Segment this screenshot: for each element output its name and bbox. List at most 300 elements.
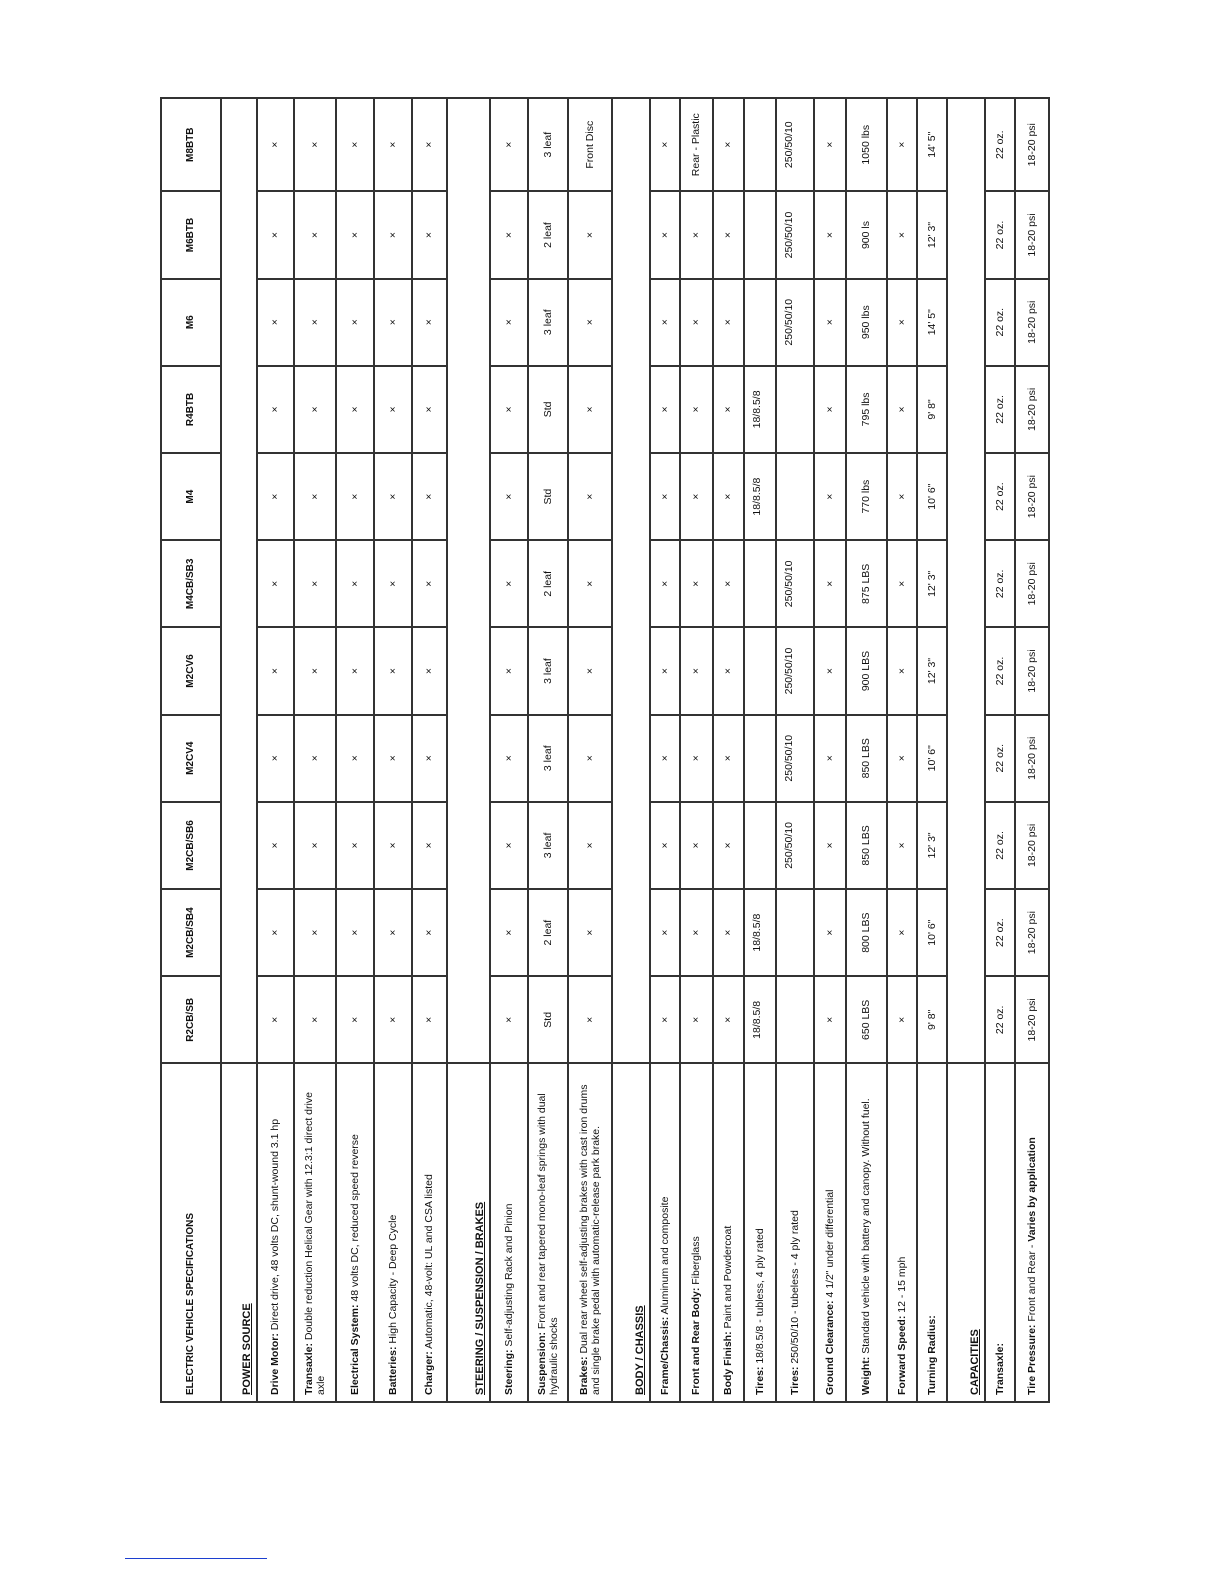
spec-value: × <box>680 889 713 976</box>
spec-value: × <box>650 540 680 627</box>
spec-label-cell <box>744 1063 776 1402</box>
spec-label-cell <box>412 1063 447 1402</box>
spec-name: Forward Speed: <box>895 1315 908 1395</box>
spec-description: Self-adjusting Rack and Pinion <box>502 1203 515 1350</box>
spec-value: × <box>412 540 447 627</box>
spec-value: × <box>568 889 612 976</box>
spec-value: × <box>713 976 744 1063</box>
spec-value: 22 oz. <box>985 98 1015 191</box>
spec-value: × <box>294 279 336 366</box>
spec-row-forward_speed <box>887 98 917 1402</box>
spec-value: × <box>374 715 412 802</box>
spec-value: × <box>650 976 680 1063</box>
spec-value: × <box>490 453 528 540</box>
spec-value: × <box>257 715 294 802</box>
spec-value: × <box>374 976 412 1063</box>
spec-value: × <box>887 366 917 453</box>
spec-value: Std <box>528 976 568 1063</box>
spec-value: × <box>490 976 528 1063</box>
spec-row-tires1 <box>744 98 776 1402</box>
spec-value: × <box>887 191 917 278</box>
spec-label-cell <box>846 1063 887 1402</box>
spec-name: Transaxle: <box>993 1343 1006 1395</box>
spec-row-transaxle <box>294 98 336 1402</box>
spec-description: 4 1/2" under differential <box>823 1189 836 1301</box>
spec-value: × <box>713 98 744 191</box>
spec-value: × <box>294 889 336 976</box>
spec-value: × <box>568 976 612 1063</box>
spec-value: × <box>336 98 374 191</box>
spec-value: × <box>490 540 528 627</box>
spec-value: 250/50/10 <box>776 98 814 191</box>
spec-value <box>744 191 776 278</box>
spec-label-cell <box>528 1063 568 1402</box>
spec-description: Front and Rear - <box>1025 1241 1038 1325</box>
spec-value <box>776 889 814 976</box>
spec-value: 250/50/10 <box>776 715 814 802</box>
spec-description: High Capacity - Deep Cycle <box>386 1214 399 1347</box>
spec-value: 12' 3" <box>917 191 947 278</box>
spec-value: 12' 3" <box>917 802 947 889</box>
table-title: ELECTRIC VEHICLE SPECIFICATIONS <box>161 1063 221 1402</box>
spec-description: Front and rear tapered mono-leaf springs with dual hydraulic shocks <box>535 1093 560 1395</box>
spec-row-turning <box>917 98 947 1402</box>
spec-value: × <box>713 802 744 889</box>
spec-value: 18/8.5/8 <box>744 889 776 976</box>
spec-value: 22 oz. <box>985 191 1015 278</box>
spec-value: 18/8.5/8 <box>744 366 776 453</box>
spec-value <box>776 453 814 540</box>
spec-value: × <box>814 98 846 191</box>
spec-value: 3 leaf <box>528 715 568 802</box>
spec-description: Direct drive, 48 volts DC, shunt-wound 3.1 hp <box>269 1118 282 1334</box>
spec-value: 18-20 psi <box>1015 191 1049 278</box>
spec-value: × <box>490 191 528 278</box>
section-filler <box>221 98 257 1063</box>
spec-value: × <box>887 279 917 366</box>
section-row-capacities <box>947 98 985 1402</box>
spec-row-tires2 <box>776 98 814 1402</box>
spec-value: 22 oz. <box>985 279 1015 366</box>
spec-value: Std <box>528 453 568 540</box>
spec-value: 2 leaf <box>528 191 568 278</box>
spec-value: × <box>650 715 680 802</box>
spec-value: × <box>713 453 744 540</box>
spec-description: Standard vehicle with battery and canopy. Without fuel. <box>860 1098 873 1357</box>
spec-value: × <box>680 715 713 802</box>
spec-description-emphasis: Varies by application <box>1025 1137 1038 1242</box>
footnote-rule <box>125 1558 267 1559</box>
spec-value: × <box>650 279 680 366</box>
spec-value: × <box>814 191 846 278</box>
spec-value: × <box>294 453 336 540</box>
spec-value: × <box>680 802 713 889</box>
spec-value: × <box>336 976 374 1063</box>
spec-value <box>744 279 776 366</box>
spec-value: × <box>814 627 846 714</box>
section-heading: CAPACITIES <box>947 1063 985 1402</box>
spec-row-body_finish <box>713 98 744 1402</box>
model-header: R2CB/SB <box>161 976 221 1063</box>
spec-label-cell <box>1015 1063 1049 1402</box>
spec-description: Automatic, 48-volt: UL and CSA listed <box>423 1174 436 1352</box>
rotated-spec-sheet <box>160 97 1038 1403</box>
spec-value: 3 leaf <box>528 627 568 714</box>
spec-value: × <box>568 279 612 366</box>
spec-name: Drive Motor: <box>269 1333 282 1395</box>
spec-value: × <box>412 627 447 714</box>
spec-value: 10' 6" <box>917 453 947 540</box>
spec-value: × <box>814 889 846 976</box>
spec-value: × <box>412 191 447 278</box>
spec-value: × <box>374 453 412 540</box>
spec-value: × <box>336 889 374 976</box>
model-header: M2CB/SB4 <box>161 889 221 976</box>
model-header: M6 <box>161 279 221 366</box>
model-header: M8BTB <box>161 98 221 191</box>
spec-label-cell <box>776 1063 814 1402</box>
spec-name: Batteries: <box>386 1346 399 1395</box>
spec-value: 250/50/10 <box>776 627 814 714</box>
spec-value: × <box>336 191 374 278</box>
spec-label-cell <box>568 1063 612 1402</box>
spec-value: × <box>294 191 336 278</box>
spec-label-cell <box>650 1063 680 1402</box>
spec-value: 22 oz. <box>985 453 1015 540</box>
spec-value: × <box>887 540 917 627</box>
spec-value: 18/8.5/8 <box>744 976 776 1063</box>
model-header: M2CV4 <box>161 715 221 802</box>
spec-value: 250/50/10 <box>776 191 814 278</box>
spec-value: × <box>713 191 744 278</box>
spec-value: 875 LBS <box>846 540 887 627</box>
spec-value: × <box>887 453 917 540</box>
spec-value: × <box>374 191 412 278</box>
spec-value: × <box>713 627 744 714</box>
spec-name: Front and Rear Body: <box>690 1287 703 1395</box>
spec-value: × <box>713 889 744 976</box>
spec-value: × <box>336 453 374 540</box>
spec-value: × <box>887 889 917 976</box>
spec-value: 22 oz. <box>985 540 1015 627</box>
model-header: M4CB/SB3 <box>161 540 221 627</box>
spec-row-suspension <box>528 98 568 1402</box>
spec-value: 18-20 psi <box>1015 366 1049 453</box>
spec-description: Dual rear wheel self-adjusting brakes with cast iron drums and single brake pedal with automatic-release park brake. <box>577 1084 602 1395</box>
spec-label-cell <box>713 1063 744 1402</box>
spec-label-cell <box>294 1063 336 1402</box>
spec-value: × <box>490 715 528 802</box>
spec-value: × <box>336 802 374 889</box>
spec-row-front_rear_body <box>680 98 713 1402</box>
spec-value: × <box>680 627 713 714</box>
spec-value: 250/50/10 <box>776 540 814 627</box>
spec-value: 18-20 psi <box>1015 889 1049 976</box>
spec-value: × <box>490 802 528 889</box>
spec-value: × <box>412 453 447 540</box>
spec-description: Double reduction Helical Gear with 12.3:1 direct drive axle <box>302 1092 327 1395</box>
spec-name: Tires: <box>753 1366 766 1395</box>
spec-value: × <box>814 976 846 1063</box>
spec-value: 3 leaf <box>528 98 568 191</box>
spec-label-cell <box>374 1063 412 1402</box>
spec-label-cell <box>257 1063 294 1402</box>
spec-value: 18-20 psi <box>1015 802 1049 889</box>
spec-value: 900 LBS <box>846 627 887 714</box>
spec-value: 18/8.5/8 <box>744 453 776 540</box>
spec-row-electrical <box>336 98 374 1402</box>
spec-label-cell <box>887 1063 917 1402</box>
spec-name: Brakes: <box>577 1356 590 1395</box>
spec-value: × <box>412 366 447 453</box>
spec-description: Fiberglass <box>690 1236 703 1288</box>
spec-label-cell <box>814 1063 846 1402</box>
spec-value: 800 LBS <box>846 889 887 976</box>
spec-value: × <box>680 453 713 540</box>
header-row <box>161 98 221 1402</box>
spec-description: 250/50/10 - tubeless - 4 ply rated <box>788 1210 801 1367</box>
spec-value: × <box>490 627 528 714</box>
spec-row-steering <box>490 98 528 1402</box>
spec-value: × <box>374 889 412 976</box>
spec-row-ground <box>814 98 846 1402</box>
spec-value: × <box>374 540 412 627</box>
spec-value: × <box>814 453 846 540</box>
spec-label-cell <box>985 1063 1015 1402</box>
spec-value: × <box>887 715 917 802</box>
spec-value <box>744 802 776 889</box>
spec-name: Charger: <box>423 1351 436 1395</box>
spec-value: × <box>680 540 713 627</box>
model-header: M2CB/SB6 <box>161 802 221 889</box>
spec-value: × <box>257 98 294 191</box>
spec-value: × <box>568 453 612 540</box>
spec-value: × <box>814 540 846 627</box>
spec-row-brakes <box>568 98 612 1402</box>
section-row-power <box>221 98 257 1402</box>
spec-row-transaxle_cap <box>985 98 1015 1402</box>
spec-value: × <box>294 98 336 191</box>
spec-value: 3 leaf <box>528 279 568 366</box>
spec-value: × <box>374 366 412 453</box>
spec-value: × <box>374 98 412 191</box>
spec-value: × <box>294 802 336 889</box>
spec-value: 18-20 psi <box>1015 453 1049 540</box>
spec-row-weight <box>846 98 887 1402</box>
spec-value: × <box>336 540 374 627</box>
spec-value: × <box>568 366 612 453</box>
spec-value: × <box>713 715 744 802</box>
spec-value: × <box>257 976 294 1063</box>
spec-value: × <box>257 279 294 366</box>
spec-value: 22 oz. <box>985 366 1015 453</box>
section-filler <box>447 98 490 1063</box>
spec-value: × <box>713 366 744 453</box>
section-row-body <box>612 98 650 1402</box>
spec-value: × <box>680 279 713 366</box>
spec-label-cell <box>680 1063 713 1402</box>
spec-value: × <box>257 802 294 889</box>
spec-name: Turning Radius: <box>925 1315 938 1395</box>
spec-value: 22 oz. <box>985 802 1015 889</box>
spec-value: × <box>887 98 917 191</box>
spec-value: × <box>680 191 713 278</box>
spec-value: 770 lbs <box>846 453 887 540</box>
spec-value: 22 oz. <box>985 889 1015 976</box>
spec-value: × <box>412 976 447 1063</box>
spec-value: 850 LBS <box>846 802 887 889</box>
spec-value: × <box>650 366 680 453</box>
spec-value: × <box>257 366 294 453</box>
spec-value: × <box>336 715 374 802</box>
spec-value: 22 oz. <box>985 715 1015 802</box>
spec-description: 48 volts DC, reduced speed reverse <box>348 1134 361 1305</box>
spec-value: × <box>257 191 294 278</box>
spec-value: 900 ls <box>846 191 887 278</box>
spec-value: × <box>294 540 336 627</box>
spec-value: × <box>294 976 336 1063</box>
spec-value: 18-20 psi <box>1015 976 1049 1063</box>
spec-value: × <box>490 366 528 453</box>
spec-value: × <box>257 453 294 540</box>
spec-value: Std <box>528 366 568 453</box>
spec-value: × <box>713 540 744 627</box>
spec-value: 9' 8" <box>917 976 947 1063</box>
spec-value: 3 leaf <box>528 802 568 889</box>
spec-value: × <box>650 802 680 889</box>
spec-label-cell <box>917 1063 947 1402</box>
spec-value: × <box>294 627 336 714</box>
spec-name: Suspension: <box>535 1331 548 1395</box>
spec-value: 22 oz. <box>985 976 1015 1063</box>
spec-value: 9' 8" <box>917 366 947 453</box>
spec-value: × <box>257 540 294 627</box>
spec-value: 10' 6" <box>917 889 947 976</box>
spec-value: 2 leaf <box>528 540 568 627</box>
spec-value: × <box>680 366 713 453</box>
spec-name: Tire Pressure: <box>1025 1324 1038 1395</box>
spec-value: 850 LBS <box>846 715 887 802</box>
spec-row-tire_pressure <box>1015 98 1049 1402</box>
spec-value: 18-20 psi <box>1015 715 1049 802</box>
spec-value: × <box>412 98 447 191</box>
spec-name: Body Finish: <box>722 1331 735 1395</box>
model-header: M6BTB <box>161 191 221 278</box>
spec-value: 10' 6" <box>917 715 947 802</box>
spec-value: 14' 5" <box>917 279 947 366</box>
spec-value: × <box>568 802 612 889</box>
spec-value: × <box>568 715 612 802</box>
spec-name: Weight: <box>860 1356 873 1395</box>
spec-value: × <box>713 279 744 366</box>
spec-value: × <box>412 889 447 976</box>
spec-row-drive_motor <box>257 98 294 1402</box>
spec-value: 250/50/10 <box>776 279 814 366</box>
spec-label-cell <box>490 1063 528 1402</box>
spec-value <box>744 540 776 627</box>
spec-description: Aluminum and composite <box>658 1196 671 1317</box>
spec-row-batteries <box>374 98 412 1402</box>
spec-value: × <box>650 627 680 714</box>
spec-description: 12 - 15 mph <box>895 1256 908 1316</box>
spec-value: × <box>336 279 374 366</box>
spec-value: × <box>294 715 336 802</box>
spec-row-charger <box>412 98 447 1402</box>
spec-label-cell <box>336 1063 374 1402</box>
spec-name: Electrical System: <box>348 1304 361 1395</box>
spec-value <box>776 976 814 1063</box>
spec-value: × <box>814 802 846 889</box>
spec-value <box>744 627 776 714</box>
spec-value: 795 lbs <box>846 366 887 453</box>
spec-value: × <box>814 715 846 802</box>
section-filler <box>612 98 650 1063</box>
spec-value: × <box>374 627 412 714</box>
spec-value: 650 LBS <box>846 976 887 1063</box>
spec-value: 18-20 psi <box>1015 98 1049 191</box>
spec-value: × <box>887 976 917 1063</box>
spec-value: × <box>336 627 374 714</box>
spec-table-body <box>161 98 1049 1402</box>
spec-value: 2 leaf <box>528 889 568 976</box>
spec-value: × <box>568 191 612 278</box>
spec-value: × <box>412 802 447 889</box>
spec-name: Frame/Chassis: <box>658 1316 671 1395</box>
spec-row-frame <box>650 98 680 1402</box>
spec-value: × <box>374 802 412 889</box>
spec-value: 14' 5" <box>917 98 947 191</box>
spec-value: 12' 3" <box>917 540 947 627</box>
spec-value: 18-20 psi <box>1015 540 1049 627</box>
spec-value: 18-20 psi <box>1015 627 1049 714</box>
spec-value: × <box>814 279 846 366</box>
spec-description: 18/8.5/8 - tubless, 4 ply rated <box>753 1228 766 1367</box>
spec-name: Steering: <box>502 1349 515 1395</box>
spec-value: 22 oz. <box>985 627 1015 714</box>
spec-value <box>744 98 776 191</box>
spec-name: Tires: <box>788 1366 801 1395</box>
spec-value: 1050 lbs <box>846 98 887 191</box>
spec-description: Paint and Powdercoat <box>722 1225 735 1332</box>
spec-value: × <box>412 279 447 366</box>
spec-value: Front Disc <box>568 98 612 191</box>
model-header: R4BTB <box>161 366 221 453</box>
spec-value <box>744 715 776 802</box>
spec-value: × <box>887 802 917 889</box>
spec-value: × <box>294 366 336 453</box>
spec-value: × <box>374 279 412 366</box>
spec-value: 250/50/10 <box>776 802 814 889</box>
model-header: M2CV6 <box>161 627 221 714</box>
spec-value: × <box>650 191 680 278</box>
spec-value: × <box>568 540 612 627</box>
section-row-steering <box>447 98 490 1402</box>
spec-value: × <box>490 279 528 366</box>
spec-value: × <box>490 98 528 191</box>
spec-name: Ground Clearance: <box>823 1300 836 1395</box>
spec-value: × <box>680 976 713 1063</box>
spec-value: × <box>650 453 680 540</box>
spec-value: × <box>814 366 846 453</box>
section-heading: POWER SOURCE <box>221 1063 257 1402</box>
spec-value: × <box>887 627 917 714</box>
spec-value: × <box>336 366 374 453</box>
section-heading: STEERING / SUSPENSION / BRAKES <box>447 1063 490 1402</box>
spec-value: × <box>412 715 447 802</box>
spec-value: × <box>568 627 612 714</box>
spec-value: 12' 3" <box>917 627 947 714</box>
spec-table <box>160 97 1050 1403</box>
